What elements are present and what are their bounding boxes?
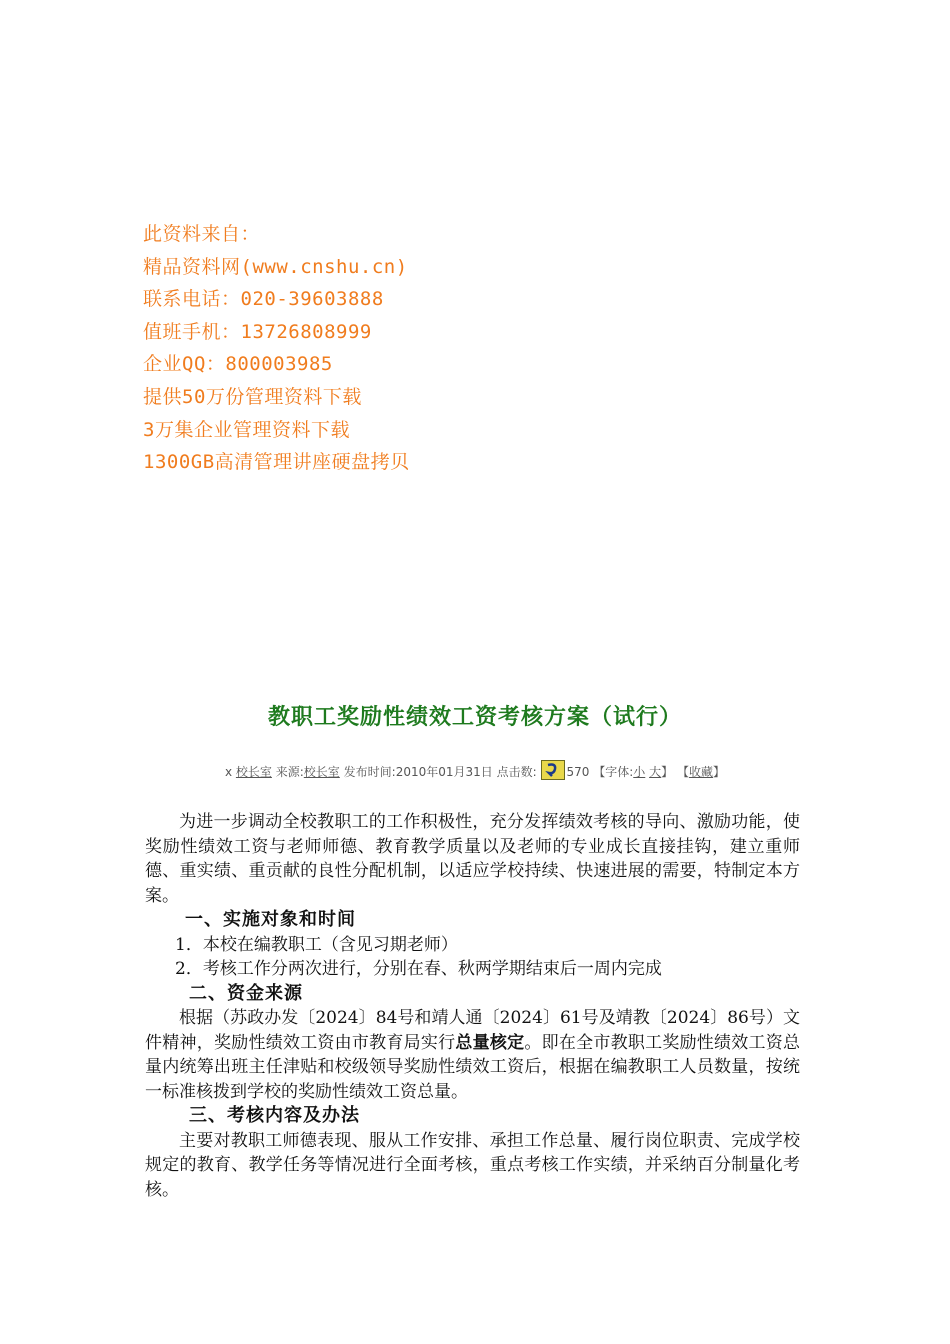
section-heading-3: 三、考核内容及办法 (189, 1105, 360, 1126)
source-label: 来源: (275, 765, 304, 779)
article-title: 教职工奖励性绩效工资考核方案（试行） (267, 705, 682, 730)
source-line-offer-3: 1300GB高清管理讲座硬盘拷贝 (143, 451, 410, 474)
source-line-offer-2: 3万集企业管理资料下载 (143, 418, 350, 441)
font-large-link[interactable]: 大 (649, 765, 662, 779)
section-1-item-1: 1．本校在编教职工（含见习期老师） (175, 934, 458, 955)
author-prefix: x (224, 765, 233, 779)
published-date: 2010年01月31日 (395, 765, 493, 779)
section-2-text-after: 。即在全市教职工奖励性绩效工资总量内统筹出班主任津贴和校级领导奖励性绩效工资后，根据在编教职工人员数量，按统一标准核拨到学校的奖励性绩效工资总量。 (145, 1032, 801, 1102)
hits-counter-icon (541, 760, 565, 780)
section-heading-1: 一、实施对象和时间 (185, 909, 356, 930)
author-link[interactable]: 校长室 (235, 765, 272, 779)
section-2-paragraph (145, 1006, 800, 1104)
source-line-website: 精品资料网(www.cnshu.cn) (143, 255, 408, 278)
source-line-origin: 此资料来自： (143, 223, 261, 245)
section-3-paragraph: 主要对教职工师德表现、服从工作安排、承担工作总量、履行岗位职责、完成学校规定的教育、教学任务等情况进行全面考核，重点考核工作实绩，并采纳百分制量化考核。 (145, 1130, 800, 1200)
hits-count: 570 (566, 765, 590, 779)
favorite-close: 】 (713, 765, 726, 779)
source-line-mobile: 值班手机：13726808999 (143, 320, 372, 343)
section-2-text-before: 根据（苏政办发〔2024〕84号和靖人通〔2024〕61号及靖教〔2024〕86号）文件精神，奖励性绩效工资由市教育局实行 (145, 1008, 800, 1053)
font-small-link[interactable]: 小 (633, 765, 646, 779)
hits-label: 点击数: (496, 765, 537, 779)
source-line-phone: 联系电话：020-39603888 (143, 288, 384, 311)
font-close: 】 (661, 765, 674, 779)
article-meta (0, 760, 950, 780)
source-link[interactable]: 校长室 (303, 765, 340, 779)
published-label: 发布时间: (343, 765, 396, 779)
favorite-open: 【 (676, 765, 689, 779)
intro-paragraph: 为进一步调动全校教职工的工作积极性，充分发挥绩效考核的导向、激励功能，使奖励性绩效工资与老师师德、教育教学质量以及老师的专业成长直接挂钩，建立重师德、重实绩、重贡献的良性分配机制，以适应学校持续、快速进展的需要，特制定本方案。 (145, 812, 800, 906)
article-body (145, 810, 800, 1202)
source-line-offer-1: 提供50万份管理资料下载 (143, 385, 362, 408)
source-info-block (143, 218, 563, 479)
source-line-qq: 企业QQ：800003985 (143, 353, 333, 376)
favorite-link[interactable]: 收藏 (688, 765, 713, 779)
font-label: 【字体: (593, 765, 634, 779)
section-2-bold-term: 总量核定 (455, 1032, 525, 1053)
section-heading-2: 二、资金来源 (189, 982, 303, 1004)
section-1-item-2: 2．考核工作分两次进行，分别在春、秋两学期结束后一周内完成 (175, 959, 662, 979)
